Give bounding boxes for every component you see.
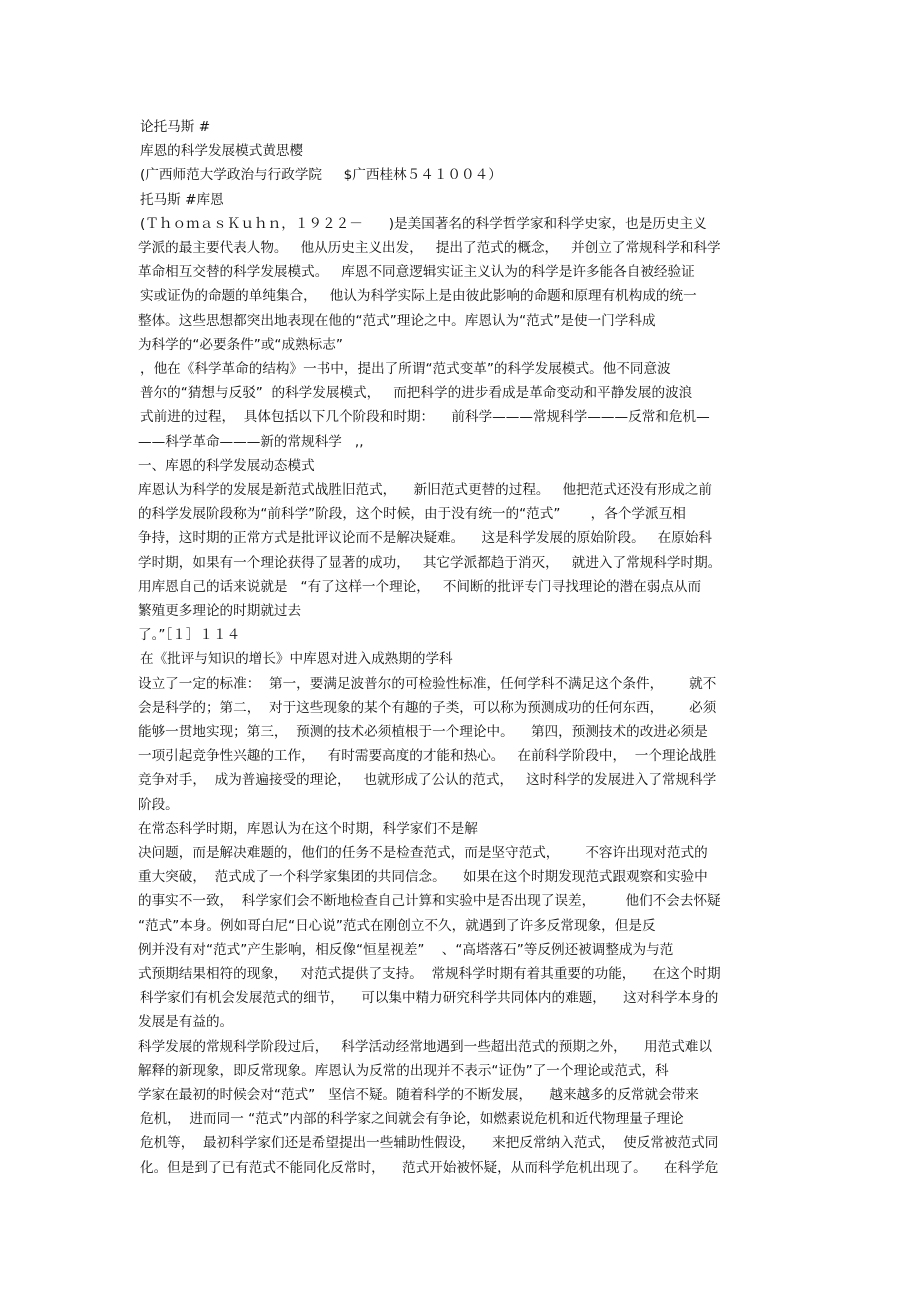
text-line: 式前进的过程， 具体包括以下几个阶段和时期： 前科学———常规科学———反常和危机—: [140, 409, 710, 426]
text-line: 发展是有益的。: [138, 1014, 234, 1031]
text-line: 革命相互交替的科学发展模式。 库恩不同意逻辑实证主义认为的科学是许多能各自被经验证: [138, 264, 695, 281]
text-line: 库恩的科学发展模式黄思樱: [140, 143, 304, 160]
text-line: 能够一贯地实现；第三， 预测的技术必须植根于一个理论中。 第四，预测技术的改进必须是: [138, 724, 708, 740]
text-line: 实或证伪的命题的单纯集合， 他认为科学实际上是由彼此影响的命题和原理有机构成的统一: [140, 288, 697, 305]
text-line: 库恩认为科学的发展是新范式战胜旧范式， 新旧范式更替的过程。 他把范式还没有形成之前: [138, 482, 712, 498]
text-line: 在《批评与知识的增长》中库恩对进入成熟期的学科: [140, 651, 453, 668]
text-line: ——科学革命———新的常规科学 ,,: [138, 433, 364, 450]
text-line: 例并没有对“范式”产生影响，相反像“恒星视差” 、“高塔落石”等反例还被调整成为与范: [138, 941, 674, 958]
text-line: “范式”本身。例如哥白尼“日心说”范式在刚创立不久，就遇到了许多反常现象，但是反: [138, 917, 656, 934]
text-line: 设立了一定的标准： 第一，要满足波普尔的可检验性标准，任何学科不满足这个条件， 就不: [138, 675, 717, 692]
text-line: 一、库恩的科学发展动态模式: [138, 457, 315, 474]
text-line: 学家在最初的时候会对“范式” 坚信不疑。随着科学的不断发展， 越来越多的反常就会带来: [138, 1087, 699, 1103]
text-line: 论托马斯 #: [140, 119, 211, 135]
text-line: (广西师范大学政治与行政学院 $广西桂林５４１００４）: [140, 167, 502, 184]
text-line: 化。但是到了已有范式不能同化反常时， 范式开始被怀疑，从而科学危机出现了。 在科学危: [140, 1159, 719, 1176]
text-line: 普尔的“猜想与反驳” 的科学发展模式， 而把科学的进步看成是革命变动和平静发展的波浪: [140, 385, 693, 402]
text-line: 科学家们有机会发展范式的细节， 可以集中精力研究科学共同体内的难题， 这对科学本身的: [140, 990, 719, 1007]
text-line: 重大突破， 范式成了一个科学家集团的共同信念。 如果在这个时期发现范式跟观察和实验中: [138, 869, 708, 886]
text-line: 会是科学的；第二， 对于这些现象的某个有趣的子类，可以称为预测成功的任何东西， 必须: [138, 699, 717, 716]
text-line: 的科学发展阶段称为“前科学”阶段，这个时候，由于没有统一的“范式” ，各个学派互相: [138, 506, 686, 523]
text-line: 式预期结果相符的现象， 对范式提供了支持。 常规科学时期有着其重要的功能， 在这个时期: [138, 966, 721, 982]
text-line: 托马斯 #库恩: [140, 191, 224, 208]
text-line: 用库恩自己的话来说就是 “有了这样一个理论， 不间断的批评专门寻找理论的潜在弱点从而: [138, 578, 702, 595]
text-line: ，他在《科学革命的结构》一书中，提出了所谓“范式变革”的科学发展模式。他不同意波: [140, 361, 671, 377]
text-line: 为科学的“必要条件”或“成熟标志”: [138, 336, 343, 353]
text-line: 了。”［１］１１４: [138, 627, 241, 644]
text-line: 整体。这些思想都突出地表现在他的“范式”理论之中。库恩认为“范式”是使一门学科成: [138, 312, 656, 329]
text-line: (ＴｈｏｍａｓＫｕｈｎ，１９２２－ )是美国著名的科学哲学家和科学史家，也是历史主义: [140, 215, 707, 232]
text-line: 竞争对手， 成为普遍接受的理论， 也就形成了公认的范式， 这时科学的发展进入了常规科学: [138, 772, 717, 789]
text-line: 解释的新现象，即反常现象。库恩认为反常的出现并不表示“证伪”了一个理论或范式，科: [138, 1062, 669, 1079]
text-line: 决问题，而是解决难题的，他们的任务不是检查范式，而是坚守范式， 不容许出现对范式的: [138, 845, 708, 861]
text-line: 危机， 进而同一 “范式”内部的科学家之间就会有争论，如燃素说危机和近代物理量子理论: [140, 1111, 684, 1128]
text-line: 在常态科学时期，库恩认为在这个时期，科学家们不是解: [138, 820, 478, 837]
text-line: 争持，这时期的正常方式是批评议论而不是解决疑难。 这是科学发展的原始阶段。 在原始科: [138, 530, 712, 547]
text-line: 一项引起竞争性兴趣的工作， 有时需要高度的才能和热心。 在前科学阶段中， 一个理论战胜: [138, 748, 717, 765]
text-line: 繁殖更多理论的时期就过去: [138, 603, 302, 619]
text-line: 的事实不一致， 科学家们会不断地检查自己计算和实验中是否出现了误差， 他们不会去怀疑: [138, 893, 721, 910]
text-line: 科学发展的常规科学阶段过后， 科学活动经常地遇到一些超出范式的预期之外， 用范式难以: [138, 1038, 712, 1055]
text-line: 阶段。: [138, 796, 179, 813]
text-line: 学时期，如果有一个理论获得了显著的成功， 其它学派都趋于消灭， 就进入了常规科学时期。: [138, 554, 722, 571]
text-line: 学派的最主要代表人物。 他从历史主义出发， 提出了范式的概念， 并创立了常规科学和科学: [138, 240, 721, 256]
text-line: 危机等， 最初科学家们还是希望提出一些辅助性假设， 来把反常纳入范式， 使反常被范式同: [140, 1135, 719, 1152]
